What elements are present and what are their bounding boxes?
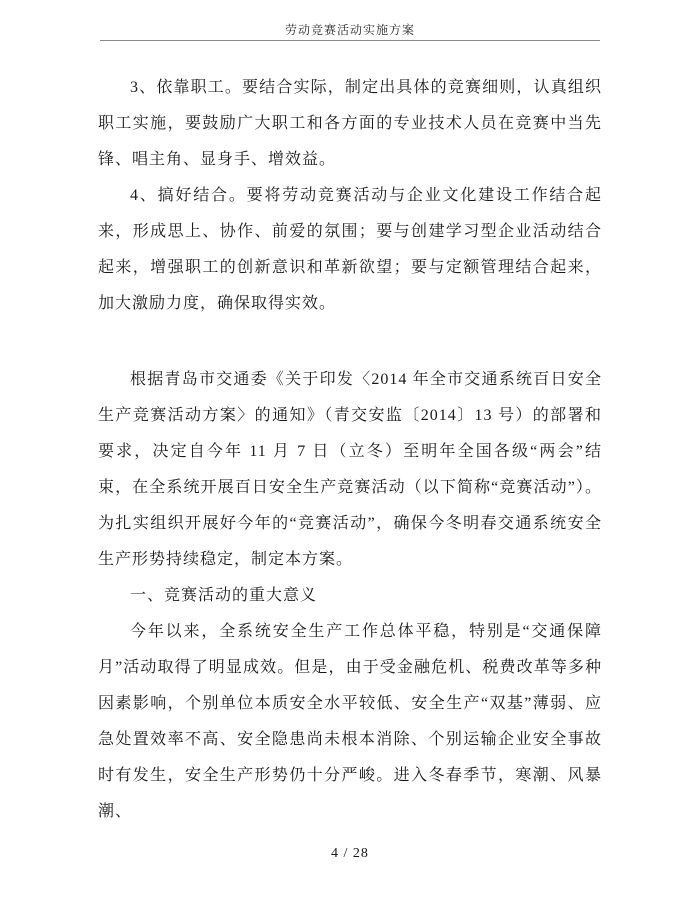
section-heading-significance: 一、竞赛活动的重大意义	[130, 587, 318, 604]
paragraph-basis: 根据青岛市交通委《关于印发〈2014 年全市交通系统百日安全生产竞赛活动方案〉的通知》（青交安监〔2014〕13 号）的部署和要求，决定自今年 11 月 7 日（立冬）至明年全国各级“两会”结束，在全系统开展百日安全生产竞赛活动（以下简称“竞赛活动”）。为扎实组织开展好今年的“竞赛活动”，确保今冬明春交通系统安全生产形势持续稳定，制定本方案。	[98, 371, 602, 568]
header-rule	[100, 40, 600, 41]
paragraph-situation: 今年以来，全系统安全生产工作总体平稳，特别是“交通保障月”活动取得了明显成效。但是，由于受金融危机、税费改革等多种因素影响，个别单位本质安全水平较低、安全生产“双基”薄弱、应急处置效率不高、安全隐患尚未根本消除、个别运输企业安全事故时有发生，安全生产形势仍十分严峻。进入冬春季节，寒潮、风暴潮、	[98, 623, 602, 820]
page-footer	[0, 844, 700, 864]
paragraph-point-3: 3、依靠职工。要结合实际，制定出具体的竞赛细则，认真组织职工实施，要鼓励广大职工和各方面的专业技术人员在竞赛中当先锋、唱主角、显身手、增效益。	[98, 79, 602, 168]
page-header	[0, 0, 700, 41]
document-body	[98, 70, 602, 830]
header-title: 劳动竞赛活动实施方案	[284, 23, 415, 37]
page-number: 4 / 28	[331, 846, 369, 861]
paragraph-point-4: 4、搞好结合。要将劳动竞赛活动与企业文化建设工作结合起来，形成思上、协作、前爱的氛围；要与创建学习型企业活动结合起来，增强职工的创新意识和革新欲望；要与定额管理结合起来，加大激励力度，确保取得实效。	[98, 187, 602, 312]
